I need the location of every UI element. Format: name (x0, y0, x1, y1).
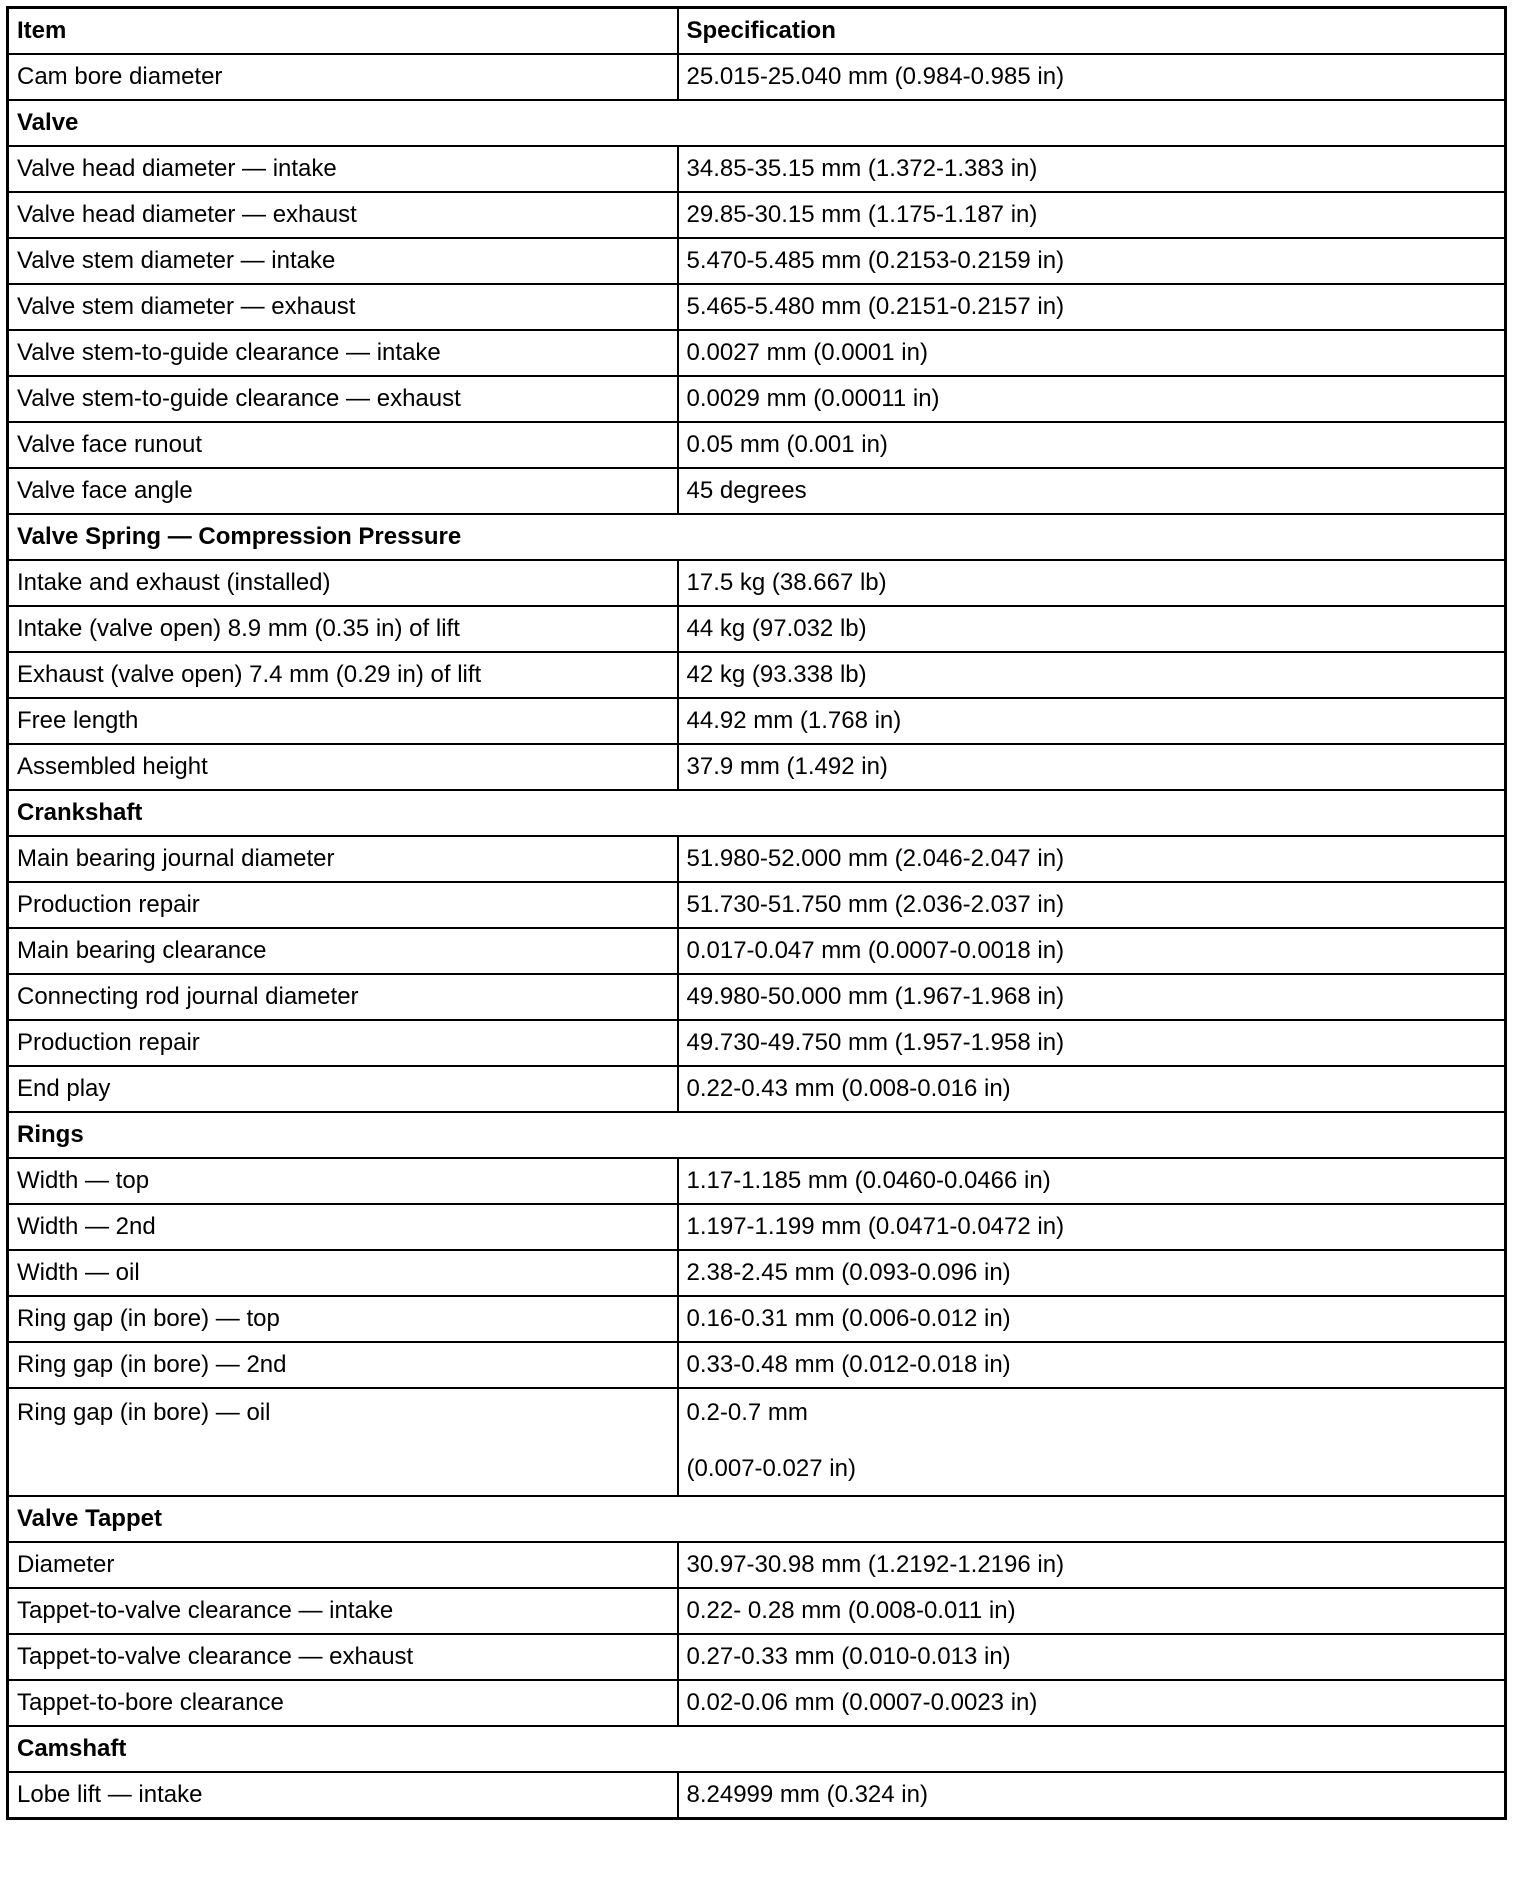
item-cell: Width — top (8, 1158, 678, 1204)
item-cell: Width — oil (8, 1250, 678, 1296)
section-title: Valve Tappet (8, 1496, 1506, 1542)
table-row (8, 146, 1506, 192)
table-header (8, 8, 1506, 55)
section-title: Rings (8, 1112, 1506, 1158)
specification-cell: 30.97-30.98 mm (1.2192-1.2196 in) (678, 1542, 1506, 1588)
item-cell: Ring gap (in bore) — oil (8, 1388, 678, 1496)
table-row (8, 238, 1506, 284)
table-row (8, 836, 1506, 882)
specification-cell: 25.015-25.040 mm (0.984-0.985 in) (678, 54, 1506, 100)
specification-table (6, 6, 1507, 1820)
item-cell: Valve face angle (8, 468, 678, 514)
specification-cell: 0.017-0.047 mm (0.0007-0.0018 in) (678, 928, 1506, 974)
item-cell: Exhaust (valve open) 7.4 mm (0.29 in) of lift (8, 652, 678, 698)
table-row (8, 698, 1506, 744)
table-row (8, 1066, 1506, 1112)
item-cell: End play (8, 1066, 678, 1112)
table-row (8, 330, 1506, 376)
specification-line: 0.2-0.7 mm (686, 1399, 808, 1426)
specification-cell: 8.24999 mm (0.324 in) (678, 1772, 1506, 1819)
item-cell: Valve stem diameter — intake (8, 238, 678, 284)
specification-cell: 37.9 mm (1.492 in) (678, 744, 1506, 790)
table-row (8, 1204, 1506, 1250)
item-cell: Production repair (8, 882, 678, 928)
item-cell: Tappet-to-valve clearance — intake (8, 1588, 678, 1634)
table-row (8, 1020, 1506, 1066)
specification-cell: 29.85-30.15 mm (1.175-1.187 in) (678, 192, 1506, 238)
item-cell: Ring gap (in bore) — top (8, 1296, 678, 1342)
table-row (8, 1250, 1506, 1296)
table-row (8, 606, 1506, 652)
table-row (8, 54, 1506, 100)
item-cell: Main bearing journal diameter (8, 836, 678, 882)
specification-cell: 0.02-0.06 mm (0.0007-0.0023 in) (678, 1680, 1506, 1726)
specification-cell: 49.980-50.000 mm (1.967-1.968 in) (678, 974, 1506, 1020)
item-cell: Valve stem-to-guide clearance — intake (8, 330, 678, 376)
table-row (8, 744, 1506, 790)
section-title: Camshaft (8, 1726, 1506, 1772)
item-cell: Valve head diameter — exhaust (8, 192, 678, 238)
item-cell: Main bearing clearance (8, 928, 678, 974)
item-cell: Connecting rod journal diameter (8, 974, 678, 1020)
item-cell: Valve face runout (8, 422, 678, 468)
item-cell: Production repair (8, 1020, 678, 1066)
specification-line: (0.007-0.027 in) (686, 1455, 856, 1482)
table-row (8, 1158, 1506, 1204)
table-row (8, 376, 1506, 422)
header-row (8, 8, 1506, 55)
section-header-row (8, 1496, 1506, 1542)
item-cell: Assembled height (8, 744, 678, 790)
specification-cell: 5.470-5.485 mm (0.2153-0.2159 in) (678, 238, 1506, 284)
item-cell: Ring gap (in bore) — 2nd (8, 1342, 678, 1388)
table-row (8, 468, 1506, 514)
table-row (8, 1342, 1506, 1388)
table-row (8, 560, 1506, 606)
item-cell: Cam bore diameter (8, 54, 678, 100)
section-header-row (8, 514, 1506, 560)
section-title: Crankshaft (8, 790, 1506, 836)
section-header-row (8, 1112, 1506, 1158)
table-row (8, 882, 1506, 928)
specification-cell: 51.980-52.000 mm (2.046-2.047 in) (678, 836, 1506, 882)
table-row (8, 1772, 1506, 1819)
specification-cell: 42 kg (93.338 lb) (678, 652, 1506, 698)
item-cell: Valve stem-to-guide clearance — exhaust (8, 376, 678, 422)
specification-cell: 34.85-35.15 mm (1.372-1.383 in) (678, 146, 1506, 192)
item-cell: Lobe lift — intake (8, 1772, 678, 1819)
specification-cell: 0.0029 mm (0.00011 in) (678, 376, 1506, 422)
table-row (8, 1634, 1506, 1680)
item-cell: Tappet-to-bore clearance (8, 1680, 678, 1726)
item-cell: Width — 2nd (8, 1204, 678, 1250)
table-row (8, 1542, 1506, 1588)
specification-cell: 44.92 mm (1.768 in) (678, 698, 1506, 744)
specification-cell: 2.38-2.45 mm (0.093-0.096 in) (678, 1250, 1506, 1296)
specification-cell: 1.197-1.199 mm (0.0471-0.0472 in) (678, 1204, 1506, 1250)
specification-cell: 0.0027 mm (0.0001 in) (678, 330, 1506, 376)
specification-cell (678, 1388, 1506, 1496)
specification-cell: 17.5 kg (38.667 lb) (678, 560, 1506, 606)
specification-cell: 45 degrees (678, 468, 1506, 514)
specification-cell: 0.05 mm (0.001 in) (678, 422, 1506, 468)
item-cell: Tappet-to-valve clearance — exhaust (8, 1634, 678, 1680)
table-row (8, 1588, 1506, 1634)
specification-cell: 0.22- 0.28 mm (0.008-0.011 in) (678, 1588, 1506, 1634)
item-cell: Intake and exhaust (installed) (8, 560, 678, 606)
section-title: Valve Spring — Compression Pressure (8, 514, 1506, 560)
item-cell: Valve stem diameter — exhaust (8, 284, 678, 330)
item-cell: Diameter (8, 1542, 678, 1588)
specification-cell: 0.16-0.31 mm (0.006-0.012 in) (678, 1296, 1506, 1342)
table-body (8, 54, 1506, 1819)
section-header-row (8, 790, 1506, 836)
specification-cell: 49.730-49.750 mm (1.957-1.958 in) (678, 1020, 1506, 1066)
item-column-header: Item (8, 8, 678, 55)
specification-cell: 1.17-1.185 mm (0.0460-0.0466 in) (678, 1158, 1506, 1204)
table-row (8, 192, 1506, 238)
specification-cell: 0.22-0.43 mm (0.008-0.016 in) (678, 1066, 1506, 1112)
item-cell: Free length (8, 698, 678, 744)
table-row (8, 974, 1506, 1020)
section-header-row (8, 1726, 1506, 1772)
table-row (8, 652, 1506, 698)
item-cell: Intake (valve open) 8.9 mm (0.35 in) of lift (8, 606, 678, 652)
specification-cell: 44 kg (97.032 lb) (678, 606, 1506, 652)
item-cell: Valve head diameter — intake (8, 146, 678, 192)
section-title: Valve (8, 100, 1506, 146)
specification-cell: 51.730-51.750 mm (2.036-2.037 in) (678, 882, 1506, 928)
table-row (8, 1680, 1506, 1726)
table-row (8, 1296, 1506, 1342)
specification-column-header: Specification (678, 8, 1506, 55)
table-row (8, 284, 1506, 330)
specification-cell: 5.465-5.480 mm (0.2151-0.2157 in) (678, 284, 1506, 330)
table-row (8, 422, 1506, 468)
table-row (8, 1388, 1506, 1496)
table-row (8, 928, 1506, 974)
specification-cell: 0.27-0.33 mm (0.010-0.013 in) (678, 1634, 1506, 1680)
section-header-row (8, 100, 1506, 146)
specification-cell: 0.33-0.48 mm (0.012-0.018 in) (678, 1342, 1506, 1388)
